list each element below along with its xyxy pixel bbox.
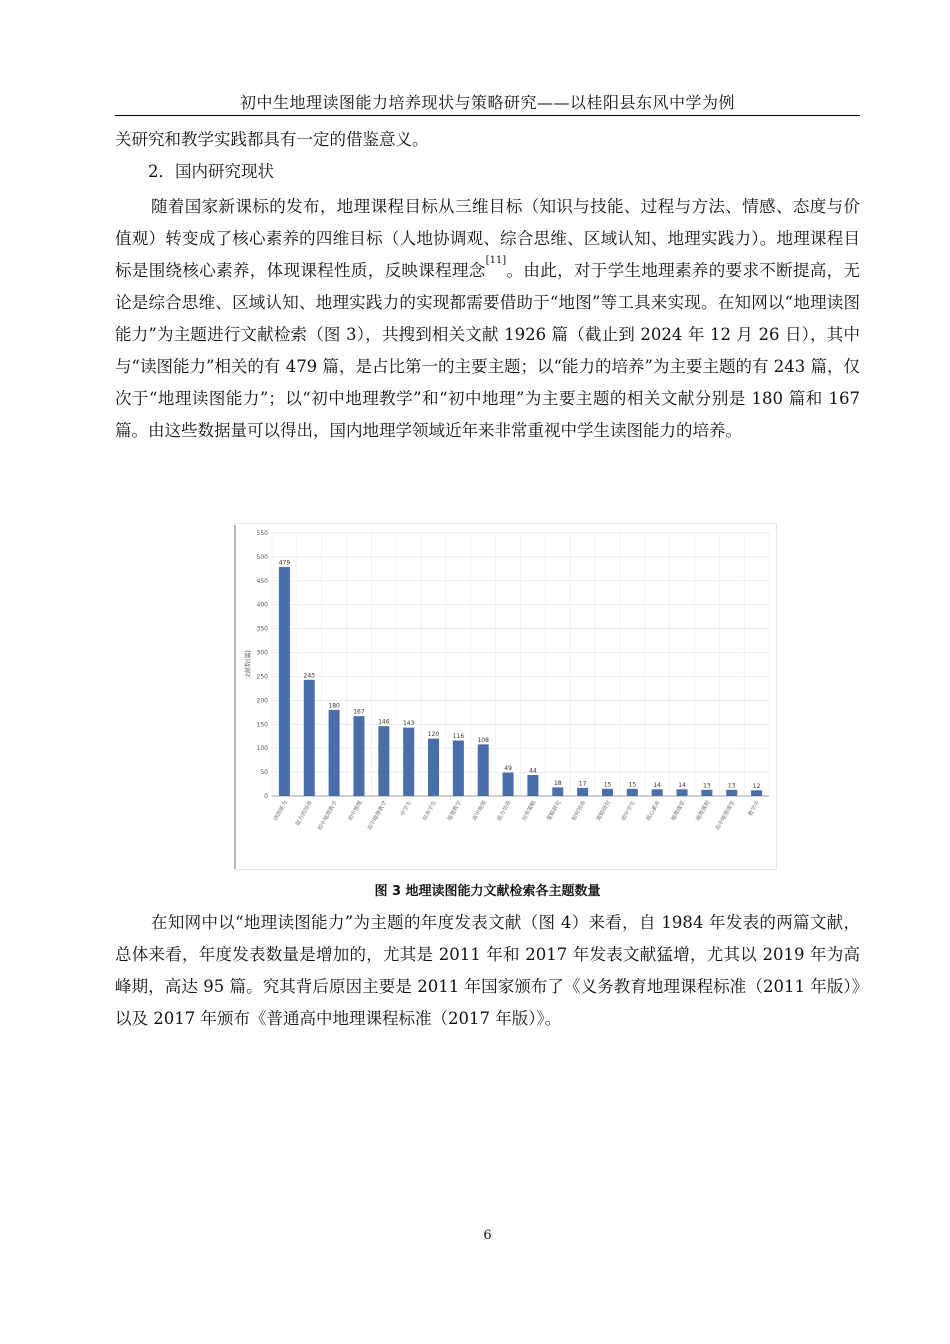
data-label: 14 [653, 781, 661, 789]
x-tick-label: 高中地理 [471, 800, 488, 823]
bar [353, 716, 364, 796]
x-tick-label: 地理课堂 [670, 800, 687, 823]
data-label: 12 [752, 782, 761, 790]
bar [701, 790, 712, 796]
main-paragraph-part-a: 随着国家新课标的发布，地理课程目标从三维目标（知识与技能、过程与方法、情感、态度与价值观）转变成了核心素养的四维目标（人地协调观、综合思维、区域认知、地理实践力）。地理课程目标是围绕核心素养，体现课程性质，反映课程理念 [115, 197, 860, 280]
paragraph-after-figure: 在知网中以“地理读图能力”为主题的年度发表文献（图 4）来看，自 1984 年发表的两篇文献，总体来看，年度发表数量是增加的，尤其是 2011 年和 2017 年发表文献猛增，尤其以 2019 年为高峰期，高达 95 篇。究其背后原因主要是 2011 年国家颁布了《义务教育地理课程标准（2011 年版）》以及 2017 年颁布《普通高中地理课程标准（2017 年版）》。 [115, 913, 860, 1028]
bar [751, 790, 762, 796]
x-tick-label: 初中地理教学 [317, 800, 339, 832]
page-number: 6 [483, 1228, 492, 1243]
section-heading: 2．国内研究现状 [148, 162, 274, 181]
data-label: 17 [578, 780, 587, 788]
data-label: 479 [278, 559, 291, 567]
data-label: 167 [353, 708, 365, 716]
y-tick-label: 450 [256, 577, 268, 585]
x-tick-label: 地理课程 [695, 800, 712, 823]
x-tick-label: 策略研究 [596, 800, 613, 823]
figure-caption: 图 3 地理读图能力文献检索各主题数量 [374, 884, 601, 899]
bar [652, 789, 663, 796]
data-label: 15 [603, 781, 612, 789]
bar [726, 790, 737, 796]
y-tick-label: 400 [256, 601, 268, 609]
data-label: 13 [703, 782, 711, 790]
data-label: 13 [727, 782, 736, 790]
x-tick-label: 高中地理教学 [366, 800, 389, 832]
bar [329, 710, 340, 796]
bar [677, 789, 688, 796]
x-tick-label: 能力培养 [496, 800, 513, 823]
y-tick-label: 550 [256, 530, 268, 537]
data-label: 146 [378, 718, 390, 726]
data-label: 44 [529, 767, 537, 775]
data-label: 18 [553, 779, 562, 787]
data-label: 180 [328, 702, 340, 710]
figure-3 [234, 523, 777, 870]
bar [453, 741, 464, 796]
data-label: 120 [427, 731, 440, 739]
y-tick-label: 350 [256, 625, 268, 633]
bar [378, 726, 389, 796]
bar [527, 775, 538, 796]
data-label: 116 [452, 733, 465, 741]
x-tick-label: 初中地理 [347, 800, 364, 823]
citation-ref: [11] [485, 255, 507, 266]
y-tick-label: 150 [256, 721, 268, 729]
header-rule [115, 115, 860, 116]
y-axis-label: 文献数(篇) [245, 650, 252, 679]
data-label: 15 [628, 781, 637, 789]
x-tick-label: 培养学生 [422, 800, 439, 823]
x-tick-label: 如何培养 [571, 800, 588, 823]
bar [403, 728, 414, 796]
data-label: 14 [678, 781, 686, 789]
data-label: 49 [504, 765, 512, 773]
bar [602, 789, 613, 796]
bar [304, 680, 315, 796]
main-paragraph-part-b: 。由此，对于学生地理素养的要求不断提高，无论是综合思维、区域认知、地理实践力的实现都需要借助于“地图”等工具来实现。在知网以“地理读图能力”为主题进行文献检索（图 3），共搜到相关文献 1926 篇（截止到 2024 年 12 月 26 日），其中与“读图能力”相关的有 479 篇，是占比第一的主要主题；以“能力的培养”为主要主题的有 243 篇，仅次于“地理读图能力”；以“初中地理教学”和“初中地理”为主要主题的相关文献分别是 180 篇和 167 篇。由这些数据量可以得出，国内地理学领域近年来非常重视中学生读图能力的培养。 [115, 261, 861, 440]
x-tick-label: 核心素养 [645, 800, 662, 823]
x-tick-label: 初中学生 [620, 800, 638, 823]
x-tick-label: 地理教学 [446, 800, 464, 823]
y-tick-label: 0 [264, 793, 268, 800]
y-tick-label: 200 [256, 697, 268, 705]
x-tick-label: 读图能力 [272, 800, 290, 823]
bar [279, 567, 290, 796]
bar [627, 789, 638, 796]
bar [428, 739, 439, 796]
x-tick-label: 高中地理课堂 [714, 800, 737, 832]
bar [552, 787, 563, 796]
y-tick-label: 100 [256, 745, 268, 753]
y-tick-label: 250 [256, 673, 268, 681]
data-label: 108 [477, 736, 489, 744]
bar [577, 788, 588, 796]
x-tick-label: 教学中 [747, 800, 762, 818]
y-tick-label: 50 [260, 769, 268, 777]
bar [478, 744, 489, 796]
bar-chart [234, 523, 777, 870]
x-tick-label: 培养策略 [521, 800, 538, 823]
y-tick-label: 300 [256, 649, 268, 657]
main-paragraph [115, 191, 860, 447]
y-tick-label: 500 [256, 553, 268, 561]
x-tick-label: 能力的培养 [295, 800, 315, 827]
x-tick-label: 中学生 [399, 800, 414, 818]
running-header: 初中生地理读图能力培养现状与策略研究——以桂阳县东风中学为例 [239, 93, 735, 112]
x-tick-label: 策略研究 [546, 800, 563, 823]
continued-paragraph: 关研究和教学实践都具有一定的借鉴意义。 [115, 130, 429, 149]
data-label: 243 [303, 672, 316, 680]
bar [503, 773, 514, 796]
data-label: 143 [402, 720, 415, 728]
